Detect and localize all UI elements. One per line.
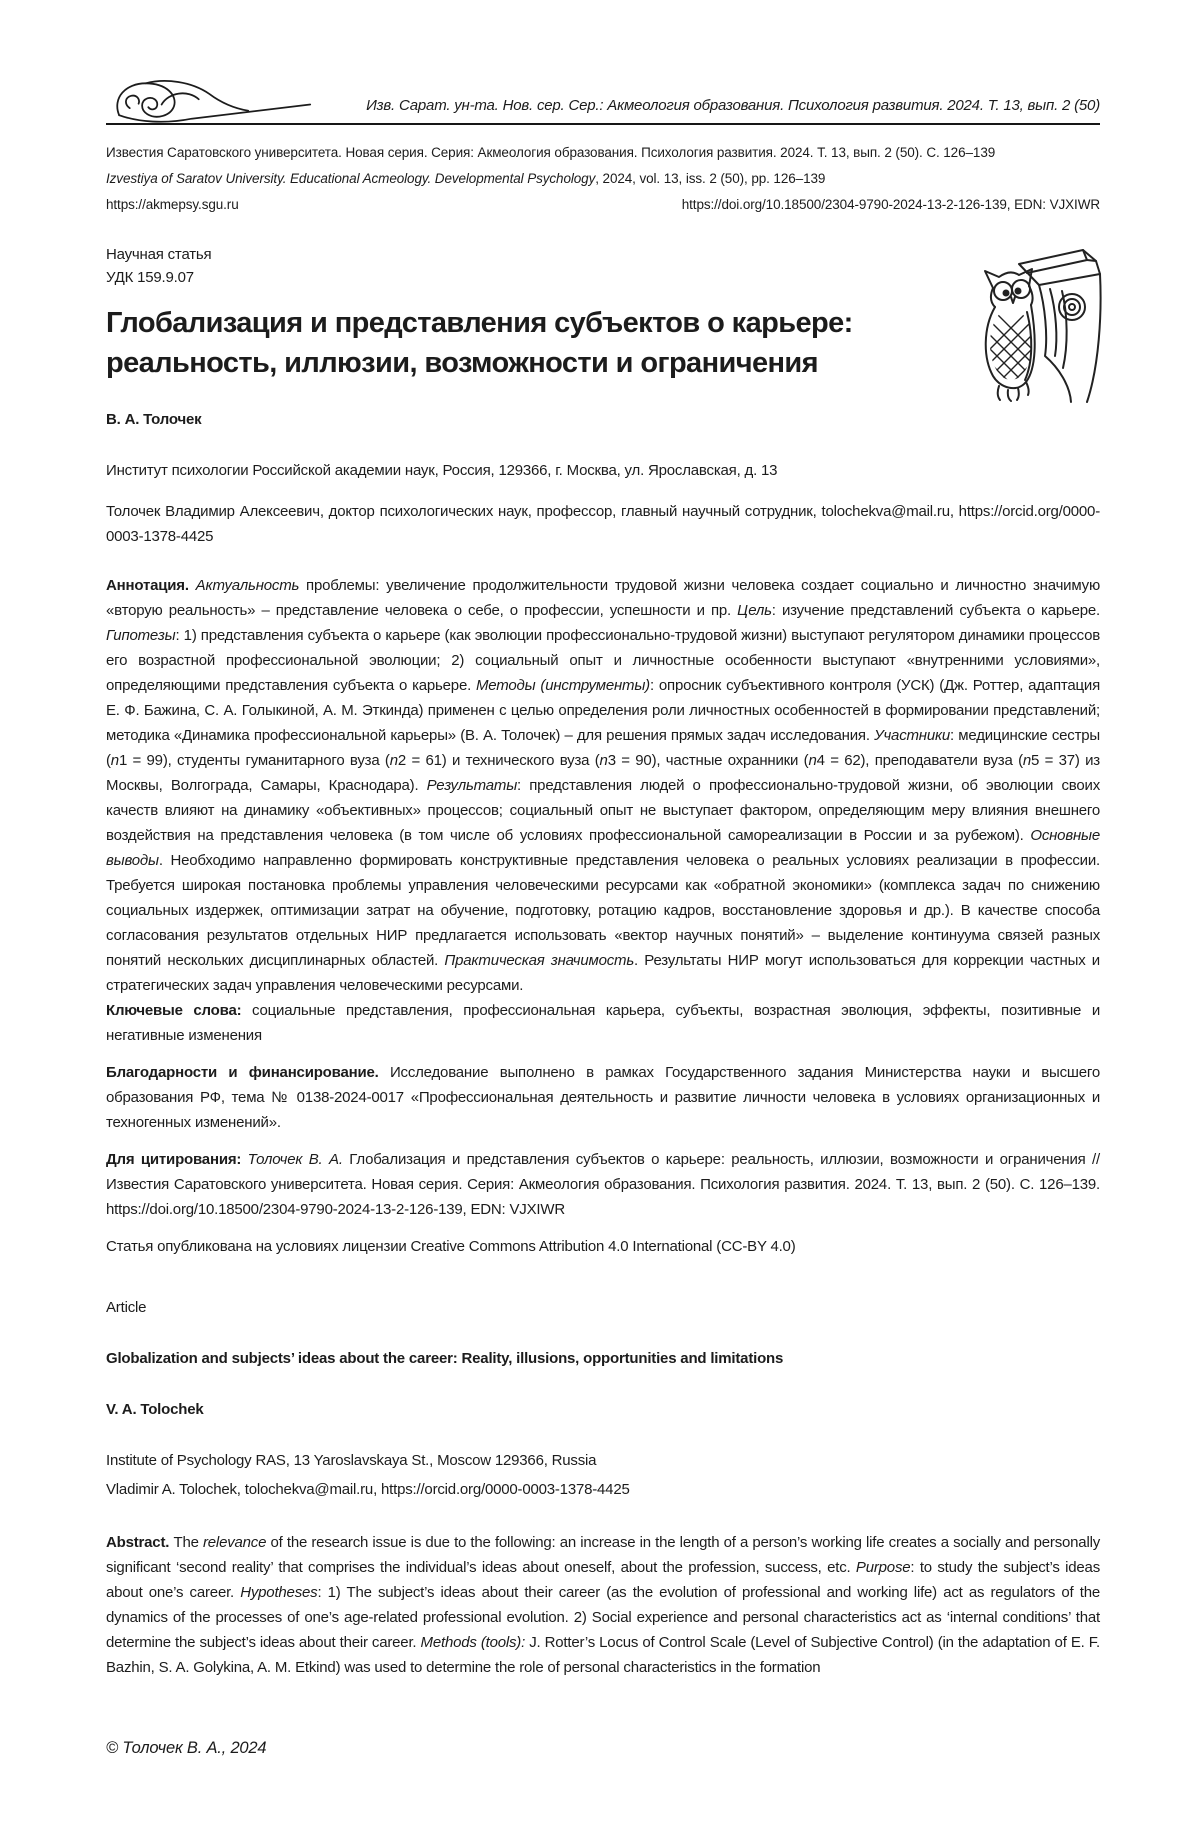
author-name-ru: В. А. Толочек [106, 411, 202, 428]
copyright-note: © Толочек В. А., 2024 [106, 1739, 267, 1757]
keywords-ru: Ключевые слова: социальные представления, профессиональная карьера, субъекты, возрастная эволюция, эффекты, позитивные и негативные изменения [106, 1002, 1100, 1044]
journal-flourish-logo-icon [106, 78, 318, 120]
journal-title-en: Izvestiya of Saratov University. Educational Acmeology. Developmental Psychology [106, 171, 596, 186]
funding-note-ru: Благодарности и финансирование. Исследование выполнено в рамках Государственного задания Министерства науки и высшего образования РФ, тема № 0138-2024-0017 «Профессиональная деятельность и развитие личности человека в условиях организационных и техногенных изменений». [106, 1064, 1100, 1131]
abstract-en: Abstract. The relevance of the research issue is due to the following: an increase in the length of a person’s working life creates a socially and personally significant ‘second reality’ that comprises the individual’s ideas about oneself, about the profession, success, etc. Purpose: to study the subject’s ideas about one’s career. Hypotheses: 1) The subject’s ideas about their career (as the evolution of professional and working life) act as regulators of the dynamics of the processes of one’s age-related professional evolution. 2) Social experience and personal characteristics act as ‘internal conditions’ that determine the subject’s ideas about their career. Methods (tools): J. Rotter’s Locus of Control Scale (Level of Subjective Control) (in the adaptation of E. F. Bazhin, S. A. Golykina, A. M. Etkind) was used to determine the role of personal characteristics in the formation [106, 1534, 1101, 1676]
links-row [106, 192, 1100, 218]
license-note: Статья опубликована на условиях лицензии Creative Commons Attribution 4.0 International (CC-BY 4.0) [106, 1238, 796, 1255]
owl-ornament-icon [972, 244, 1110, 404]
author-details-ru: Толочек Владимир Алексеевич, доктор психологических наук, профессор, главный научный сотрудник, tolochekva@mail.ru, https://orcid.org/0000-0003-1378-4425 [106, 503, 1100, 545]
udc-label: УДК 159.9.07 [106, 269, 194, 286]
author-name-en: V. A. Tolochek [106, 1401, 204, 1418]
running-head: Изв. Сарат. ун-та. Нов. сер. Сер.: Акмеология образования. Психология развития. 2024. Т. 13, вып. 2 (50) [366, 97, 1100, 114]
author-details-en: Vladimir A. Tolochek, tolochekva@mail.ru, https://orcid.org/0000-0003-1378-4425 [106, 1481, 630, 1498]
abstract-ru: Аннотация. Актуальность проблемы: увеличение продолжительности трудовой жизни человека создает социально и личностно значимую «вторую реальность» – представление человека о себе, о профессии, успешности и пр. Цель: изучение представлений субъекта о карьере. Гипотезы: 1) представления субъекта о карьере (как эволюции профессионально-трудовой жизни) выступают регулятором динамики процессов его возрастной профессиональной эволюции; 2) социальный опыт и личностные особенности выступают «внутренними условиями», определяющими представления субъекта о карьере. Методы (инструменты): опросник субъективного контроля (УСК) (Дж. Роттер, адаптация Е. Ф. Бажина, С. А. Голыкиной, А. М. Эткинда) применен с целью определения роли личностных особенностей в формировании представлений; методика «Динамика профессиональной карьеры» (В. А. Толочек) – для решения прямых задач исследования. Участники: медицинские сестры (n1 = 99), студенты гуманитарного вуза (n2 = 61) и технического вуза (n3 = 90), частные охранники (n4 = 62), преподаватели вуза (n5 = 37) из Москвы, Волгограда, Самары, Краснодара). Результаты: представления людей о профессионально-трудовой жизни, об эволюции своих качеств влияют на динамику «объективных» процессов; социальный опыт не выступает фактором, определяющим меру влияния внешнего воздействия на представления человека (в том числе об условиях профессиональной самореализации в России и за рубежом). Основные выводы. Необходимо направленно формировать конструктивные представления человека о реальных условиях реализации в профессии. Требуется широкая постановка проблемы управления человеческими ресурсами как «обратной экономики» (комплекса задач по снижению социальных издержек, оптимизации затрат на обучение, подготовку, ротацию кадров, восстановление здоровья и др.). В качестве способа согласования результатов отдельных НИР предлагается использовать «вектор научных понятий» – выделение континуума связей разных понятий нескольких дисциплинарных областей. Практическая значимость. Результаты НИР могут использоваться для коррекции частных и стратегических задач управления человеческими ресурсами. [106, 577, 1101, 994]
journal-site-link[interactable]: https://akmepsy.sgu.ru [106, 197, 239, 212]
journal-issue-en: , 2024, vol. 13, iss. 2 (50), pp. 126–139 [595, 171, 826, 186]
affiliation-ru: Институт психологии Российской академии наук, Россия, 129366, г. Москва, ул. Ярославская, д. 13 [106, 462, 778, 479]
page-header [106, 78, 1100, 125]
article-title-ru: Глобализация и представления субъектов о карьере: реальность, иллюзии, возможности и ограничения [106, 307, 853, 379]
article-type-label-en: Article [106, 1299, 147, 1316]
citation-ru-line: Известия Саратовского университета. Новая серия. Серия: Акмеология образования. Психология развития. 2024. Т. 13, вып. 2 (50). С. 126–139 [106, 145, 996, 160]
article-type-label: Научная статья [106, 246, 212, 263]
affiliation-en: Institute of Psychology RAS, 13 Yaroslavskaya St., Moscow 129366, Russia [106, 1452, 597, 1469]
page-footer [106, 1736, 1100, 1761]
citation-en-line [106, 166, 1100, 192]
doi-link[interactable]: https://doi.org/10.18500/2304-9790-2024-13-2-126-139, EDN: VJXIWR [681, 197, 1100, 212]
article-type-block [106, 243, 1100, 289]
article-title-en: Globalization and subjects’ ideas about the career: Reality, illusions, opportunities and limitations [106, 1350, 784, 1367]
citation-block [106, 140, 1100, 218]
for-citation-ru: Для цитирования: Толочек В. А. Глобализация и представления субъектов о карьере: реальность, иллюзии, возможности и ограничения // Известия Саратовского университета. Новая серия. Серия: Акмеология образования. Психология развития. 2024. Т. 13, вып. 2 (50). С. 126–139. https://doi.org/10.18500/2304-9790-2024-13-2-126-139, EDN: VJXIWR [106, 1151, 1100, 1218]
